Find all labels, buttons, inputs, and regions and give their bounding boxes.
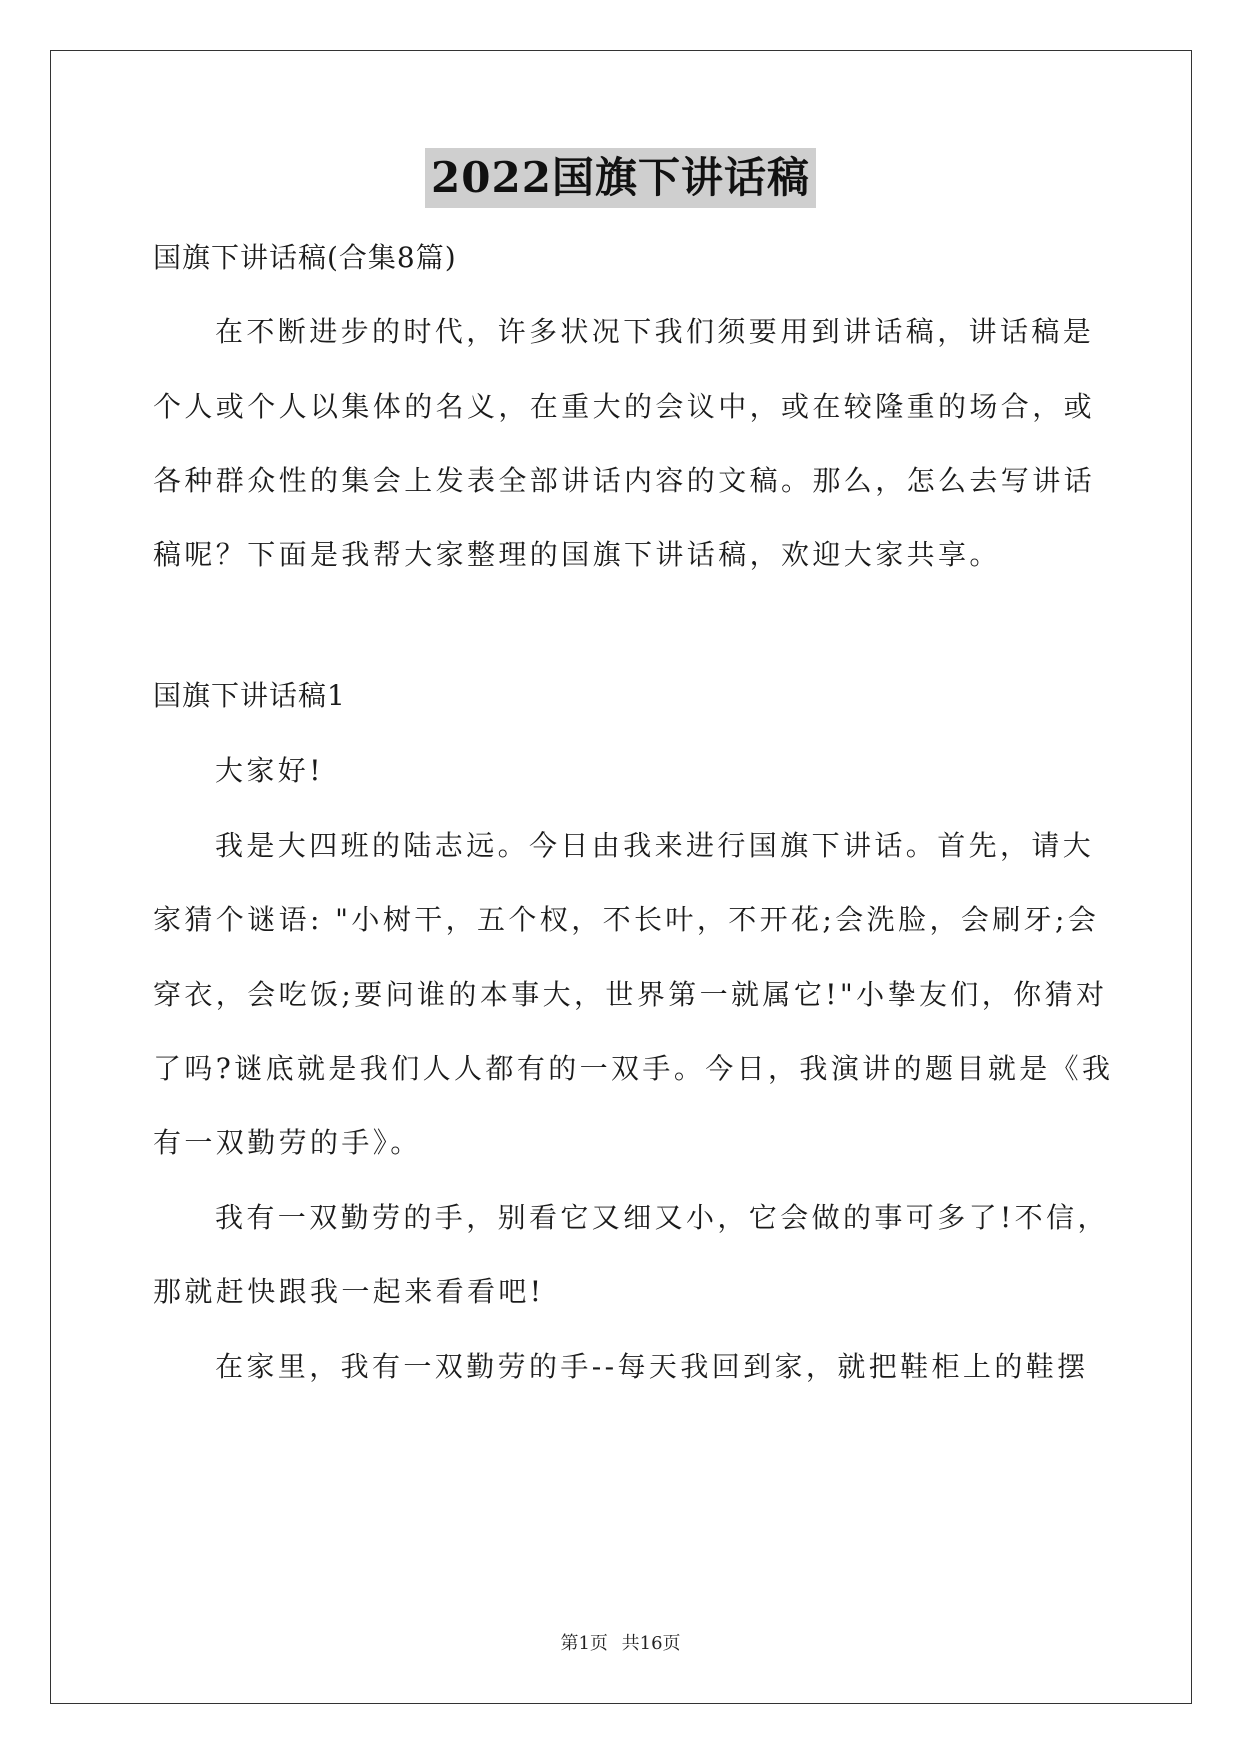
page-total: 共16页 <box>621 1633 681 1654</box>
greeting-line: 大家好! <box>215 754 324 787</box>
paragraph-line: 有一双勤劳的手》。 <box>153 1126 422 1159</box>
document-subtitle: 国旗下讲话稿(合集8篇) <box>153 241 457 274</box>
paragraph-line: 家猜个谜语: "小树干，五个杈，不长叶，不开花;会洗脸，会刷牙;会 <box>153 903 1100 936</box>
paragraph-line: 那就赶快跟我一起来看看吧! <box>153 1275 545 1308</box>
paragraph-line: 我有一双勤劳的手，别看它又细又小，它会做的事可多了!不信， <box>215 1201 1109 1234</box>
paragraph-line: 我是大四班的陆志远。今日由我来进行国旗下讲话。首先，请大 <box>215 829 1095 862</box>
document-title: 2022国旗下讲话稿 <box>425 148 816 208</box>
paragraph-line: 穿衣，会吃饭;要问谁的本事大，世界第一就属它!"小挚友们，你猜对 <box>153 978 1108 1011</box>
page-footer <box>0 1632 1241 1656</box>
paragraph-line: 在家里，我有一双勤劳的手--每天我回到家，就把鞋柜上的鞋摆 <box>215 1350 1089 1383</box>
page-number: 第1页 <box>560 1633 608 1654</box>
intro-line: 个人或个人以集体的名义，在重大的会议中，或在较隆重的场合，或 <box>153 390 1096 423</box>
intro-line: 各种群众性的集会上发表全部讲话内容的文稿。那么，怎么去写讲话 <box>153 464 1096 497</box>
section-heading: 国旗下讲话稿1 <box>153 679 346 712</box>
intro-line: 稿呢？下面是我帮大家整理的国旗下讲话稿，欢迎大家共享。 <box>153 538 1001 571</box>
page-border <box>50 50 1192 1704</box>
intro-line: 在不断进步的时代，许多状况下我们须要用到讲话稿，讲话稿是 <box>215 315 1095 348</box>
title-container <box>0 148 1241 208</box>
paragraph-line: 了吗?谜底就是我们人人都有的一双手。今日，我演讲的题目就是《我 <box>153 1052 1114 1085</box>
